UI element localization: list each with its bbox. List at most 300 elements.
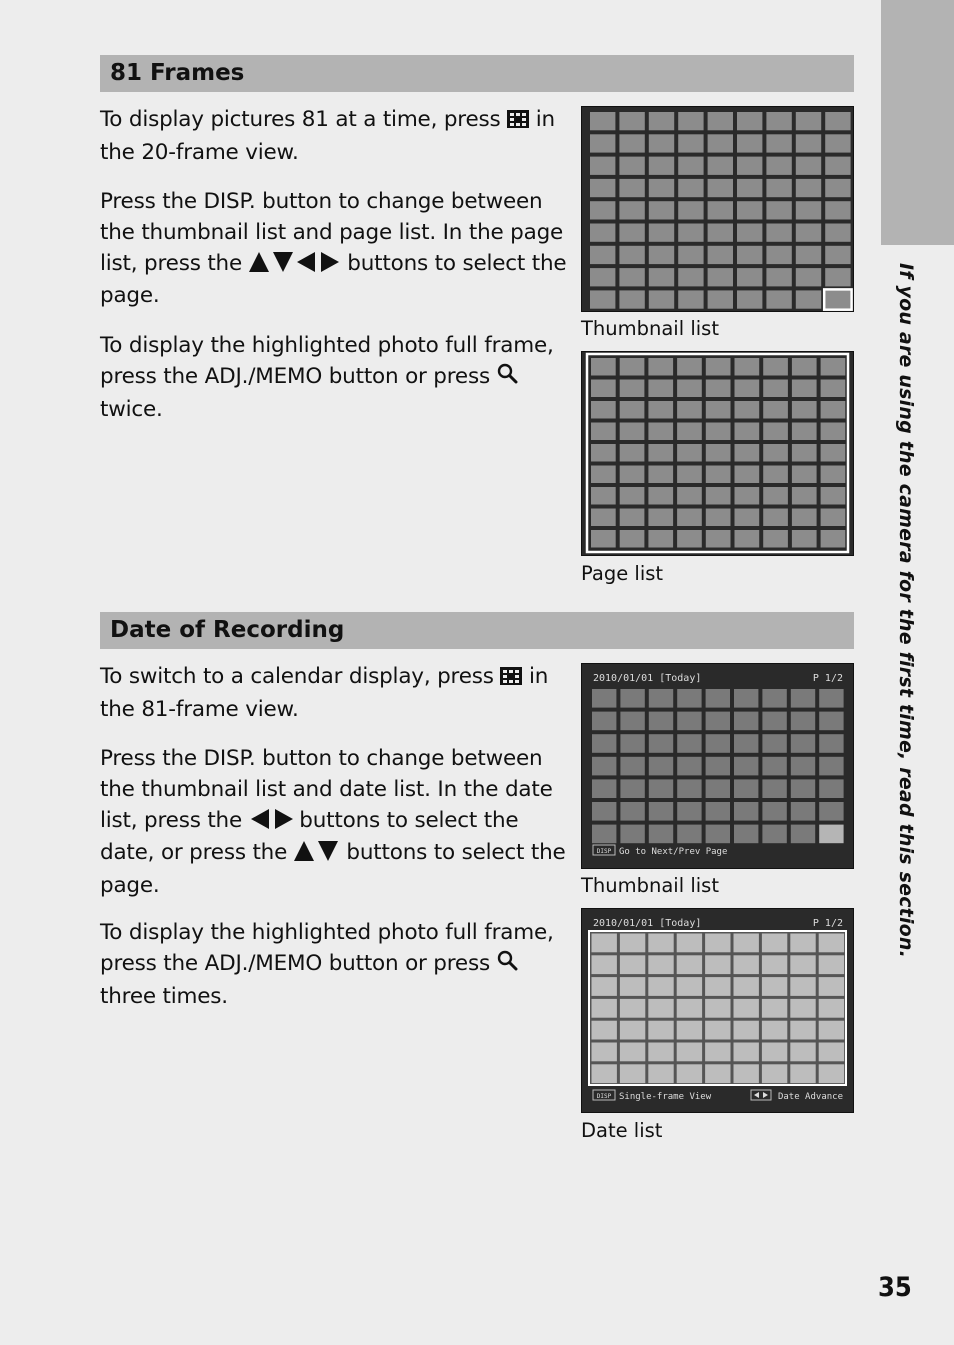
date-cell <box>592 1064 617 1083</box>
thumbnail-cell <box>620 466 645 484</box>
thumbnail-cell <box>766 201 791 219</box>
thumbnail-cell <box>592 825 616 844</box>
thumbnail-cell <box>619 290 644 308</box>
thumbnail-cell <box>708 134 733 152</box>
thumbnail-cell <box>648 530 673 548</box>
thumbnail-cell <box>737 134 762 152</box>
thumbnail-cell <box>766 157 791 175</box>
thumbnail-cell <box>735 423 760 441</box>
thumbnail-cell <box>708 112 733 130</box>
paragraph-date-1: To switch to a calendar display, press in the 81-frame view. <box>100 664 549 722</box>
thumbnail-cell <box>796 224 821 242</box>
date-cell <box>677 955 702 974</box>
thumbnail-cell <box>590 246 615 264</box>
thumbnail-cell <box>592 757 616 776</box>
date-cell <box>592 1043 617 1062</box>
thumbnail-cell <box>734 779 758 798</box>
thumbnail-cell <box>762 802 786 821</box>
date-cell <box>648 934 673 953</box>
date-cell <box>648 1043 673 1062</box>
thumbnail-cell <box>735 380 760 398</box>
thumbnail-cell <box>706 802 730 821</box>
thumbnail-cell <box>649 802 673 821</box>
date-cell <box>819 1064 844 1083</box>
thumbnail-cell <box>591 401 616 419</box>
thumbnail-cell <box>796 134 821 152</box>
thumbnail-cell <box>649 712 673 731</box>
thumbnail-cell <box>706 423 731 441</box>
thumbnail-cell <box>825 179 850 197</box>
thumbnail-cell <box>706 466 731 484</box>
date-cell <box>819 934 844 953</box>
date-cell <box>762 1043 787 1062</box>
thumbnail-cell <box>620 487 645 505</box>
thumbnail-cell <box>620 757 644 776</box>
thumbnail-cell <box>678 112 703 130</box>
thumbnail-cell <box>649 734 673 753</box>
thumbnail-cell <box>763 358 788 376</box>
thumbnail-cell <box>677 689 701 708</box>
thumbnail-cell <box>706 689 730 708</box>
thumbnail-cell <box>821 380 846 398</box>
thumbnail-cell <box>591 509 616 527</box>
thumbnail-cell <box>620 358 645 376</box>
thumbnail-cell <box>619 112 644 130</box>
date-cell <box>819 1043 844 1062</box>
thumbnail-cell <box>734 689 758 708</box>
screen-date-label: 2010/01/01 [Today] <box>593 918 702 929</box>
thumbnail-cell <box>762 779 786 798</box>
thumbnail-cell <box>706 444 731 462</box>
thumbnail-cell <box>819 689 843 708</box>
date-cell <box>592 977 617 996</box>
date-cell <box>677 977 702 996</box>
thumbnail-cell <box>763 466 788 484</box>
thumbnail-cell <box>678 224 703 242</box>
section-title-date-of-recording: Date of Recording <box>100 612 854 649</box>
thumbnail-cell <box>619 157 644 175</box>
thumbnail-cell <box>796 157 821 175</box>
thumbnail-cell <box>592 802 616 821</box>
screen-disp-button: DISP <box>596 1093 612 1100</box>
chapter-tab <box>881 0 954 245</box>
screen-hint-label: Single-frame View <box>619 1092 712 1102</box>
thumbnail-cell <box>590 290 615 308</box>
date-cell <box>819 1021 844 1040</box>
thumbnail-cell <box>791 734 815 753</box>
thumbnail-cell <box>821 423 846 441</box>
thumbnail-cell <box>821 466 846 484</box>
thumbnail-cell <box>791 802 815 821</box>
thumbnail-cell <box>592 712 616 731</box>
date-cell <box>734 977 759 996</box>
thumbnail-cell <box>735 509 760 527</box>
thumbnail-cell <box>734 712 758 731</box>
thumbnail-cell <box>792 401 817 419</box>
thumbnail-cell <box>821 530 846 548</box>
date-cell <box>677 1021 702 1040</box>
thumbnail-cell <box>735 358 760 376</box>
thumbnail-cell <box>708 157 733 175</box>
thumbnail-cell <box>766 224 791 242</box>
thumbnail-cell <box>825 201 850 219</box>
date-cell <box>620 1064 645 1083</box>
thumbnail-cell <box>791 712 815 731</box>
date-cell <box>790 1064 815 1083</box>
thumbnail-cell <box>763 423 788 441</box>
thumbnail-cell <box>706 358 731 376</box>
thumbnail-cell <box>708 246 733 264</box>
thumbnail-cell <box>648 444 673 462</box>
screen-date-label: 2010/01/01 [Today] <box>593 673 702 684</box>
thumbnail-cell <box>619 246 644 264</box>
thumbnail-cell <box>620 530 645 548</box>
thumbnail-cell <box>762 712 786 731</box>
thumbnail-cell <box>825 290 850 308</box>
date-cell <box>705 977 730 996</box>
chapter-tab-text: If you are using the camera for the first time, read this section. <box>895 263 917 959</box>
screen-disp-button: DISP <box>596 848 612 855</box>
thumbnail-cell <box>796 112 821 130</box>
thumbnail-cell <box>791 825 815 844</box>
grid-icon <box>500 664 522 695</box>
date-cell <box>790 934 815 953</box>
thumbnail-cell <box>796 201 821 219</box>
thumbnail-cell <box>708 268 733 286</box>
date-cell <box>734 1021 759 1040</box>
thumbnail-cell <box>706 380 731 398</box>
thumbnail-cell <box>649 134 674 152</box>
thumbnail-cell <box>763 380 788 398</box>
thumbnail-cell <box>706 825 730 844</box>
thumbnail-cell <box>590 268 615 286</box>
thumbnail-cell <box>649 757 673 776</box>
date-cell <box>592 1021 617 1040</box>
thumbnail-cell <box>766 246 791 264</box>
date-cell <box>648 1064 673 1083</box>
up-down-left-right-arrows-icon <box>249 251 341 282</box>
thumbnail-cell <box>763 509 788 527</box>
thumbnail-cell <box>763 401 788 419</box>
date-cell <box>762 999 787 1018</box>
caption-date-thumbnail-list: Thumbnail list <box>581 874 719 897</box>
thumbnail-cell <box>591 358 616 376</box>
page-number: 35 <box>878 1272 912 1303</box>
thumbnail-cell <box>649 201 674 219</box>
thumbnail-cell <box>649 689 673 708</box>
paragraph-81-2: Press the DISP. button to change between the thumbnail list and page list. In the page list, press the buttons to select the page. <box>100 189 567 309</box>
thumbnail-cell <box>620 825 644 844</box>
thumbnail-cell <box>649 268 674 286</box>
date-cell <box>677 1043 702 1062</box>
up-down-arrows-icon <box>294 840 340 871</box>
date-cell <box>762 977 787 996</box>
date-cell <box>620 999 645 1018</box>
thumbnail-cell <box>762 757 786 776</box>
thumbnail-cell <box>766 268 791 286</box>
date-cell <box>705 1064 730 1083</box>
thumbnail-cell <box>648 509 673 527</box>
thumbnail-cell <box>737 224 762 242</box>
thumbnail-cell <box>735 444 760 462</box>
thumbnail-cell <box>649 779 673 798</box>
date-cell <box>819 999 844 1018</box>
thumbnail-cell <box>677 358 702 376</box>
thumbnail-cell <box>677 825 701 844</box>
date-cell <box>705 955 730 974</box>
thumbnail-cell <box>677 757 701 776</box>
thumbnail-cell <box>620 401 645 419</box>
thumbnail-cell <box>825 157 850 175</box>
date-cell <box>762 1064 787 1083</box>
thumbnail-cell <box>706 487 731 505</box>
thumbnail-cell <box>737 157 762 175</box>
thumbnail-cell <box>819 757 843 776</box>
thumbnail-cell <box>766 179 791 197</box>
date-cell <box>648 1021 673 1040</box>
thumbnail-cell <box>792 509 817 527</box>
date-cell <box>734 1043 759 1062</box>
thumbnail-cell <box>737 268 762 286</box>
thumbnail-cell <box>796 246 821 264</box>
thumbnail-cell <box>678 201 703 219</box>
thumbnail-cell <box>677 509 702 527</box>
thumbnail-cell <box>825 134 850 152</box>
paragraph-date-3: To display the highlighted photo full frame, press the ADJ./MEMO button or press three times. <box>100 920 554 1009</box>
thumbnail-cell <box>590 201 615 219</box>
thumbnail-cell <box>620 802 644 821</box>
date-cell <box>790 977 815 996</box>
thumbnail-cell <box>734 757 758 776</box>
thumbnail-cell <box>735 466 760 484</box>
thumbnail-cell <box>706 530 731 548</box>
thumbnail-cell <box>677 712 701 731</box>
thumbnail-cell <box>819 825 843 844</box>
thumbnail-cell <box>763 444 788 462</box>
thumbnail-cell <box>737 179 762 197</box>
thumbnail-cell <box>620 689 644 708</box>
thumbnail-cell <box>619 201 644 219</box>
paragraph-81-1: To display pictures 81 at a time, press in the 20-frame view. <box>100 107 555 165</box>
thumbnail-cell <box>762 734 786 753</box>
thumbnail-cell <box>648 380 673 398</box>
thumbnail-cell <box>763 530 788 548</box>
thumbnail-cell <box>763 487 788 505</box>
thumbnail-cell <box>648 487 673 505</box>
page-list-screen <box>581 351 854 556</box>
thumbnail-cell <box>648 466 673 484</box>
date-cell <box>762 955 787 974</box>
thumbnail-cell <box>590 134 615 152</box>
thumbnail-cell <box>590 179 615 197</box>
date-cell <box>620 977 645 996</box>
grid-icon <box>507 107 529 138</box>
date-cell <box>620 955 645 974</box>
thumbnail-cell <box>592 734 616 753</box>
date-list-screen <box>581 908 854 1113</box>
thumbnail-cell <box>819 712 843 731</box>
date-cell <box>648 999 673 1018</box>
thumbnail-cell <box>677 423 702 441</box>
thumbnail-cell <box>706 734 730 753</box>
thumbnail-cell <box>706 779 730 798</box>
caption-date-list: Date list <box>581 1119 663 1142</box>
screen-page-label: P 1/2 <box>812 918 843 929</box>
date-cell <box>790 1043 815 1062</box>
thumbnail-cell <box>591 423 616 441</box>
thumbnail-cell <box>792 444 817 462</box>
thumbnail-cell <box>708 179 733 197</box>
date-cell <box>734 955 759 974</box>
thumbnail-cell <box>619 179 644 197</box>
screen-hint-label-right: Date Advance <box>777 1092 843 1102</box>
thumbnail-cell <box>821 487 846 505</box>
date-cell <box>705 1043 730 1062</box>
thumbnail-cell <box>792 466 817 484</box>
section-title-81-frames: 81 Frames <box>100 55 854 92</box>
thumbnail-cell <box>706 509 731 527</box>
thumbnail-cell <box>649 246 674 264</box>
thumbnail-cell <box>649 179 674 197</box>
thumbnail-cell <box>735 487 760 505</box>
thumbnail-cell <box>821 444 846 462</box>
thumbnail-cell <box>706 757 730 776</box>
thumbnail-cell <box>766 112 791 130</box>
thumbnail-cell <box>648 401 673 419</box>
thumbnail-cell <box>737 201 762 219</box>
thumbnail-list-81-screen <box>581 106 854 312</box>
thumbnail-cell <box>620 380 645 398</box>
thumbnail-cell <box>620 779 644 798</box>
thumbnail-cell <box>792 380 817 398</box>
date-cell <box>620 934 645 953</box>
thumbnail-cell <box>591 380 616 398</box>
date-cell <box>762 934 787 953</box>
date-cell <box>734 1064 759 1083</box>
thumbnail-cell <box>677 530 702 548</box>
thumbnail-cell <box>590 157 615 175</box>
thumbnail-cell <box>821 358 846 376</box>
thumbnail-cell <box>796 268 821 286</box>
thumbnail-cell <box>737 112 762 130</box>
thumbnail-cell <box>766 134 791 152</box>
thumbnail-cell <box>678 290 703 308</box>
thumbnail-cell <box>678 157 703 175</box>
thumbnail-cell <box>677 487 702 505</box>
magnify-icon <box>497 363 519 395</box>
thumbnail-cell <box>591 487 616 505</box>
date-cell <box>592 999 617 1018</box>
thumbnail-cell <box>708 201 733 219</box>
date-cell <box>677 999 702 1018</box>
thumbnail-cell <box>825 268 850 286</box>
date-cell <box>790 1021 815 1040</box>
date-cell <box>790 999 815 1018</box>
date-cell <box>705 1021 730 1040</box>
thumbnail-cell <box>677 802 701 821</box>
left-right-arrows-icon <box>249 808 293 839</box>
thumbnail-cell <box>792 530 817 548</box>
thumbnail-cell <box>792 487 817 505</box>
date-cell <box>592 955 617 974</box>
date-cell <box>705 934 730 953</box>
thumbnail-cell <box>620 444 645 462</box>
thumbnail-cell <box>677 444 702 462</box>
thumbnail-cell <box>678 179 703 197</box>
thumbnail-cell <box>649 112 674 130</box>
date-cell <box>790 955 815 974</box>
thumbnail-cell <box>734 734 758 753</box>
thumbnail-cell <box>819 802 843 821</box>
thumbnail-cell <box>825 112 850 130</box>
thumbnail-cell <box>678 268 703 286</box>
thumbnail-cell <box>734 825 758 844</box>
date-cell <box>819 977 844 996</box>
thumbnail-cell <box>591 530 616 548</box>
date-cell <box>592 934 617 953</box>
thumbnail-cell <box>619 224 644 242</box>
thumbnail-cell <box>620 423 645 441</box>
thumbnail-cell <box>591 466 616 484</box>
caption-thumbnail-list-81: Thumbnail list <box>581 317 719 340</box>
date-cell <box>648 955 673 974</box>
thumbnail-cell <box>678 246 703 264</box>
thumbnail-cell <box>821 509 846 527</box>
thumbnail-cell <box>620 734 644 753</box>
thumbnail-cell <box>677 734 701 753</box>
paragraph-date-2: Press the DISP. button to change between the thumbnail list and date list. In the date list, press the buttons to select the date, or press the buttons to select the page. <box>100 746 566 899</box>
thumbnail-cell <box>796 179 821 197</box>
thumbnail-cell <box>592 779 616 798</box>
date-cell <box>620 1021 645 1040</box>
thumbnail-cell <box>590 112 615 130</box>
thumbnail-cell <box>819 779 843 798</box>
date-cell <box>819 955 844 974</box>
caption-page-list: Page list <box>581 562 664 585</box>
thumbnail-cell <box>592 689 616 708</box>
date-cell <box>677 934 702 953</box>
thumbnail-cell <box>766 290 791 308</box>
magnify-icon <box>497 950 519 982</box>
thumbnail-cell <box>735 530 760 548</box>
thumbnail-cell <box>620 712 644 731</box>
date-cell <box>705 999 730 1018</box>
thumbnail-cell <box>706 712 730 731</box>
thumbnail-cell <box>737 246 762 264</box>
thumbnail-cell <box>677 401 702 419</box>
date-cell <box>648 977 673 996</box>
thumbnail-cell <box>735 401 760 419</box>
thumbnail-cell <box>678 134 703 152</box>
thumbnail-cell <box>706 401 731 419</box>
thumbnail-cell <box>620 509 645 527</box>
thumbnail-cell <box>708 290 733 308</box>
thumbnail-cell <box>819 734 843 753</box>
date-thumbnail-list-screen <box>581 663 854 869</box>
thumbnail-cell <box>791 757 815 776</box>
thumbnail-cell <box>591 444 616 462</box>
thumbnail-cell <box>791 779 815 798</box>
thumbnail-cell <box>677 779 701 798</box>
date-cell <box>620 1043 645 1062</box>
thumbnail-cell <box>649 290 674 308</box>
thumbnail-cell <box>796 290 821 308</box>
thumbnail-cell <box>590 224 615 242</box>
date-cell <box>734 999 759 1018</box>
thumbnail-cell <box>708 224 733 242</box>
thumbnail-cell <box>734 802 758 821</box>
thumbnail-cell <box>648 358 673 376</box>
